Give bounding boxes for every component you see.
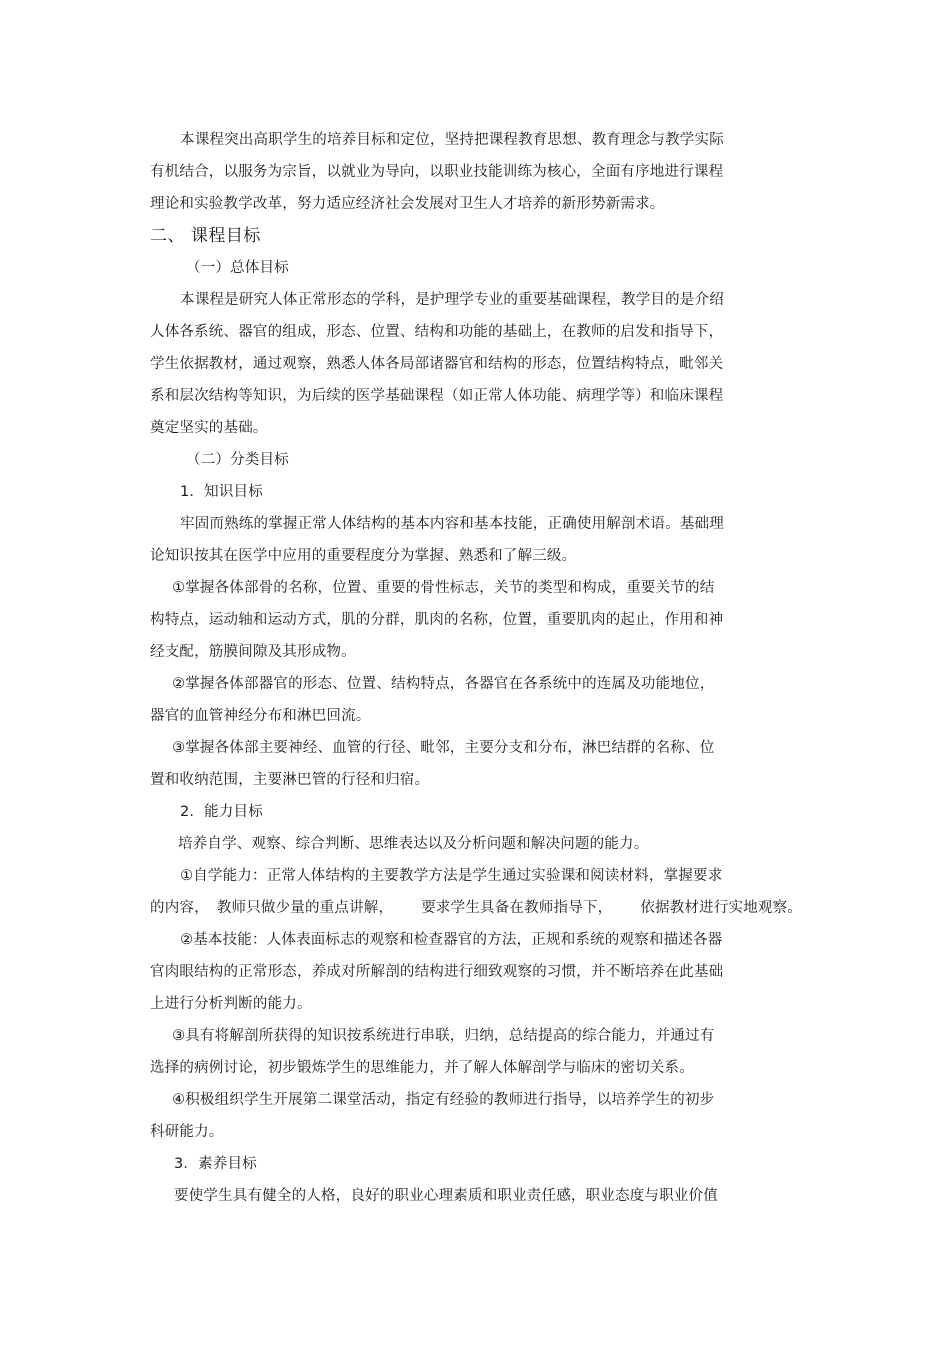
- paragraph-line: 培养自学、观察、综合判断、思维表达以及分析问题和解决问题的能力。: [178, 836, 649, 852]
- item-title: 3．素养目标: [174, 1156, 257, 1172]
- intro-line: 有机结合，以服务为宗旨，以就业为导向，以职业技能训练为核心，全面有序地进行课程: [150, 164, 724, 180]
- paragraph-line: 上进行分析判断的能力。: [150, 996, 312, 1012]
- paragraph-line: ④积极组织学生开展第二课堂活动，指定有经验的教师进行指导，以培养学生的初步: [172, 1092, 715, 1108]
- paragraph-line: ①自学能力：正常人体结构的主要教学方法是学生通过实验课和阅读材料，掌握要求: [180, 868, 723, 884]
- paragraph-line: 本课程是研究人体正常形态的学科，是护理学专业的重要基础课程，教学目的是介绍: [180, 292, 724, 308]
- paragraph-line: 官肉眼结构的正常形态，养成对所解剖的结构进行细致观察的习惯，并不断培养在此基础: [150, 964, 724, 980]
- paragraph-line: 器官的血管神经分布和淋巴回流。: [150, 708, 371, 724]
- paragraph-line: ③掌握各体部主要神经、血管的行径、毗邻，主要分支和分布，淋巴结群的名称、位: [172, 740, 715, 756]
- item-title: 2．能力目标: [180, 804, 263, 820]
- paragraph-line: 构特点，运动轴和运动方式，肌的分群，肌肉的名称，位置，重要肌肉的起止，作用和神: [150, 612, 724, 628]
- paragraph-line: [150, 898, 802, 918]
- paragraph-line: 经支配，筋膜间隙及其形成物。: [150, 644, 356, 660]
- paragraph-line: ②掌握各体部器官的形态、位置、结构特点，各器官在各系统中的连属及功能地位，: [172, 676, 715, 692]
- paragraph-line: 选择的病例讨论，初步锻炼学生的思维能力，并了解人体解剖学与临床的密切关系。: [150, 1060, 694, 1076]
- paragraph-line: 论知识按其在医学中应用的重要程度分为掌握、熟悉和了解三级。: [150, 548, 577, 564]
- section-heading: 二、 课程目标: [150, 226, 261, 246]
- text-fragment: 的内容，: [150, 900, 209, 916]
- paragraph-line: 人体各系统、器官的组成，形态、位置、结构和功能的基础上，在教师的启发和指导下，: [150, 324, 724, 340]
- paragraph-line: 牢固而熟练的掌握正常人体结构的基本内容和基本技能，正确使用解剖术语。基础理: [180, 516, 724, 532]
- text-fragment: 依据教材进行实地观察。: [640, 900, 803, 916]
- paragraph-line: 置和收纳范围，主要淋巴管的行径和归宿。: [150, 772, 430, 788]
- text-fragment: 要求学生具备在教师指导下，: [421, 900, 613, 916]
- text-fragment: 教师只做少量的重点讲解，: [216, 900, 394, 916]
- subsection-title: （二）分类目标: [186, 452, 289, 468]
- paragraph-line: 学生依据教材，通过观察，熟悉人体各局部诸器官和结构的形态，位置结构特点，毗邻关: [150, 356, 724, 372]
- paragraph-line: ②基本技能：人体表面标志的观察和检查器官的方法，正规和系统的观察和描述各器: [180, 932, 723, 948]
- paragraph-line: ③具有将解剖所获得的知识按系统进行串联，归纳，总结提高的综合能力，并通过有: [172, 1028, 715, 1044]
- paragraph-line: 奠定坚实的基础。: [150, 420, 268, 436]
- paragraph-line: 系和层次结构等知识，为后续的医学基础课程（如正常人体功能、病理学等）和临床课程: [150, 388, 724, 404]
- item-title: 1．知识目标: [180, 484, 263, 500]
- paragraph-line: 要使学生具有健全的人格，良好的职业心理素质和职业责任感，职业态度与职业价值: [174, 1188, 718, 1204]
- paragraph-line: 科研能力。: [150, 1124, 224, 1140]
- intro-line: 理论和实验教学改革，努力适应经济社会发展对卫生人才培养的新形势新需求。: [150, 196, 665, 212]
- intro-line: 本课程突出高职学生的培养目标和定位，坚持把课程教育思想、教育理念与教学实际: [180, 132, 724, 148]
- subsection-title: （一）总体目标: [186, 260, 289, 276]
- paragraph-line: ①掌握各体部骨的名称，位置、重要的骨性标志，关节的类型和构成，重要关节的结: [172, 580, 715, 596]
